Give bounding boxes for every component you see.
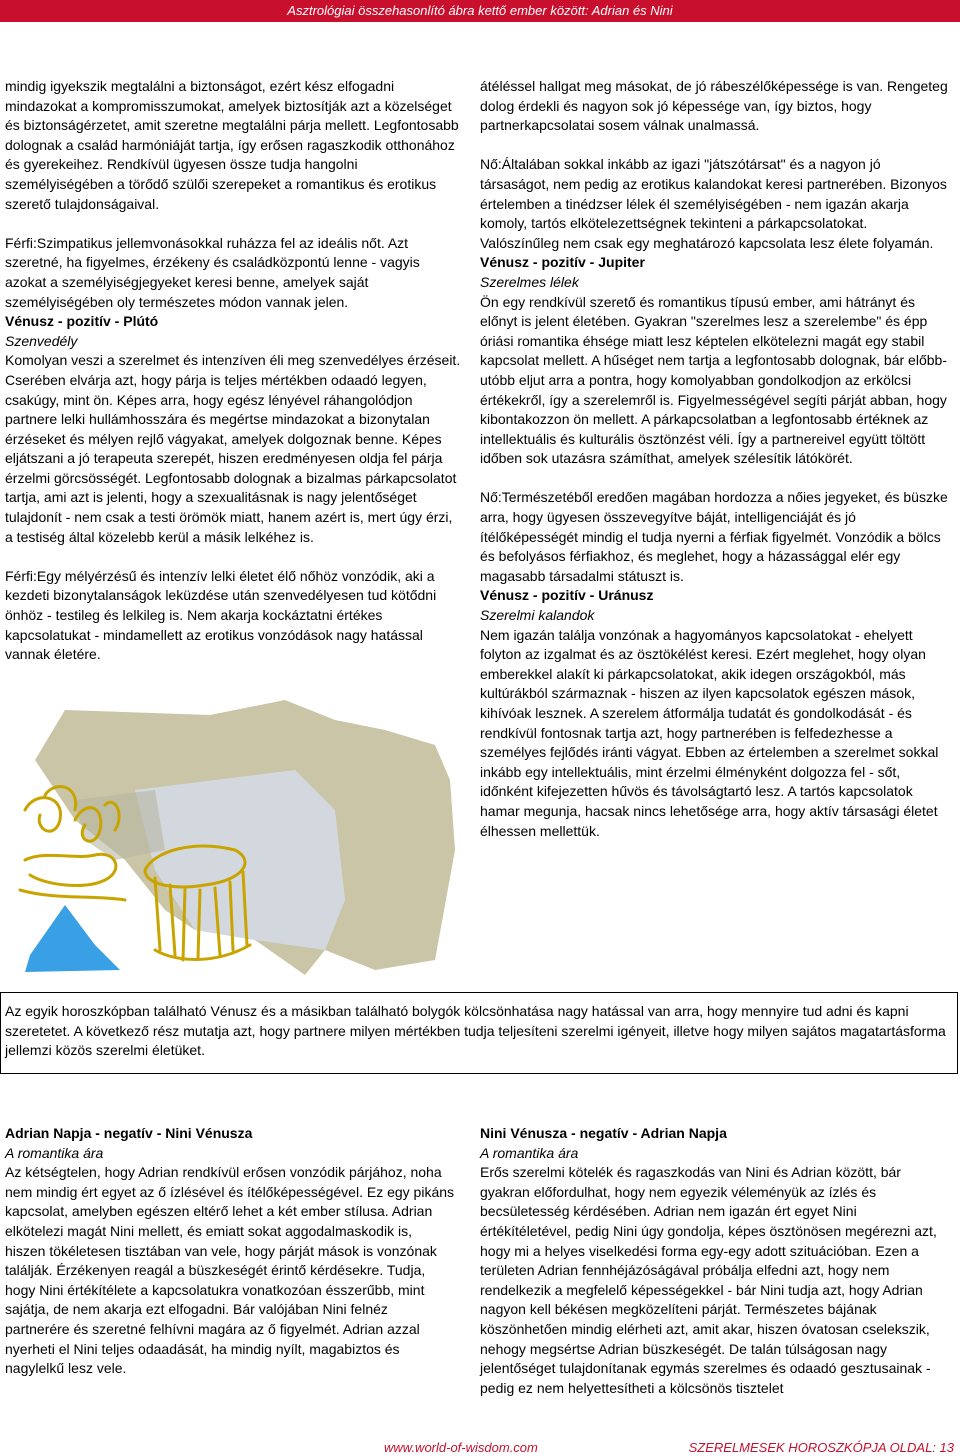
paragraph: mindig igyekszik megtalálni a biztonságot, ezért kész elfogadni mindazokat a kompromisszumokat, amelyek biztosítják azt a közelséget és biztonságérzetet, amit szeretne megtalálni párja mellett. Legfontosabb dolognak a család harmóniáját tartja, így erősen ragaszkodik otthonához és gyerekeihez. Rendkívül ügyesen össze tudja hangolni személyiségében a törődő szülői szerepeket a romantikus és erotikus szerető tulajdonságaival. [5,78,459,212]
section-subtitle: Szerelmes lélek [480,273,579,290]
paragraph: Férfi:Egy mélyérzésű és intenzív lelki életet élő nőhöz vonzódik, aki a kezdeti bizonytalanságok leküzdése után szenvedélyesen tud kötődni önhöz - testileg és lelkileg is. Nem akarja kockáztatni értékes kapcsolatukat - mindamellett az erotikus vonzódások nagy hatással vannak életére. [5,567,437,663]
decorative-painting [5,700,463,975]
section-subtitle: Szenvedély [5,332,78,349]
section-subtitle: A romantika ára [5,1144,104,1161]
page-header [0,0,960,22]
section-heading: Vénusz - pozitív - Plútó [5,313,159,330]
section-heading: Adrian Napja - negatív - Nini Vénusza [5,1125,253,1141]
section-heading: Nini Vénusza - negatív - Adrian Napja [480,1125,727,1141]
left-column [5,77,463,665]
paragraph: Nő:Általában sokkal inkább az igazi "játszótársat" és a nagyon jó társaságot, nem pedig az erotikus kalandokat keresi partnerében. Bizonyos értelemben a tinédzser lélek él személyiségében - nem igazán akarja komoly, tartós elkötelezettségnek tekinteni a párkapcsolatokat. Valószínűleg nem csak egy meghatározó kapcsolata lesz élete folyamán. [480,156,947,251]
paragraph: Nő:Természetéből eredően magában hordozza a nőies jegyeket, és büszke arra, hogy ügyesen összevegyítve báját, intelligenciáját és jó ítélőképességét mindig el tudja nyerni a férfiak figyelmét. Vonzódik a bölcs és befolyásos férfiakhoz, és meglehet, hogy a házassággal elér egy magasabb társadalmi státuszt is. [480,489,948,584]
paragraph: Erős szerelmi kötelék és ragaszkodás van Nini és Adrian között, bár gyakran előfordulhat, hogy nem egyezik véleményük az ízlés és becsületesség kérdésében. Adrian nem igazán ért egyet Nini értékítéletével, pedig Nini úgy gondolja, képes ösztönösen megérezni azt, hogy mi a helyes viselkedési forma egy-egy adott szituációban. Ezen a területen Adrian fennhéjázóságával próbálja elfedni azt, hogy nem rendelkezik a megfelelő képességekkel - bár Nini tudja azt, hogy Adrian nagyon kell békésen megközelíteni párját. Természetes bájának köszönhetően mindig elérheti azt, amit akar, hiszen óvatosan cselekszik, nehogy megsértse Adrian büszkeségét. De talán túlságosan nagy jelentőséget tulajdonítanak egymás szerelmes és odaadó gesztusainak - pedig ez nem helyettesítheti a kölcsönös tisztelet [480,1164,937,1396]
bottom-right-section [480,1124,950,1398]
section-heading: Vénusz - pozitív - Jupiter [480,254,645,271]
section-subtitle: Szerelmi kalandok [480,607,595,624]
paragraph: Nem igazán találja vonzónak a hagyományos kapcsolatokat - ehelyett folyton az izgalmat és az ösztökélést keresi. Ezért meglehet, hogy olyan emberekkel alakít ki párkapcsolatokat, akik idegen országokból, más kultúrákból származnak - hiszen az ilyen kapcsolatok egészen mások, kihívóak lesznek. A szerelem átformálja tudatát és gondolkodását - és rendkívül fontosnak tartja azt, hogy partnerében is felfedezhesse a személyes fejlődés iránti vágyat. Ebben az értelemben a szerelmet sokkal inkább egy intellektuális, mint érzelmi élményként dolgozza fel - sőt, időnként kifejezetten hűvös és távolságtartó lesz. A tartós kapcsolatok hamar megunja, hacsak nincs lehetősége arra, hogy aktív társasági életet élhessen mellettük. [480,626,939,839]
section-subtitle: A romantika ára [480,1144,579,1161]
paragraph: Ön egy rendkívül szerető és romantikus típusú ember, ami hátrányt és előnyt is jelent életében. Gyakran "szerelmes lesz a szerelembe" és épp óriási romantika éhsége miatt lesz képtelen elkötelezni magát egy stabil kapcsolat mellett. A hűséget nem tartja a legfontosabb dolognak, bár előbb-utóbb eljut arra a pontra, hogy komolyabban gondolkodjon az erkölcsi értékekről, így a szerelemről is. Figyelmességével segíti párját abban, hogy kibontakozzon ön mellett. A párkapcsolatban a legfontosabb értéknek az intellektuális és kulturális ösztönzést véli. Így a partnereivel együtt töltött időben sok utazásra számíthat, amelyek szélesítik látókörét. [480,293,947,467]
section-heading: Vénusz - pozitív - Uránusz [480,587,654,604]
footer-url-link[interactable]: www.world-of-wisdom.com [384,1440,538,1455]
paragraph: Komolyan veszi a szerelmet és intenzíven éli meg szenvedélyes érzéseit. Cserében elvárja azt, hogy párja is teljes mértékben odaadó legyen, csakúgy, mint ön. Képes arra, hogy egész lényével ráhangolódjon partnere lelki hullámhosszára és megértse mindazokat a bizonytalan érzéseket és mélyen rejlő vágyakat, amelyek dolgoznak benne. Képes eljátszani a jó terapeuta szerepét, hiszen eredményesen oldja fel párja érzelmi görcsösségét. Legfontosabb dolognak a bizalmas párkapcsolatot tartja, ami azt is jelenti, hogy a szexualitásnak is nagy jelentőséget tulajdonít - nem csak a testi örömök miatt, hanem azért is, mert úgy érzi, a testiség által közelebb kerül a másik lelkéhez is. [5,352,461,545]
right-column [480,77,950,841]
paragraph: átéléssel hallgat meg másokat, de jó rábeszélőképessége is van. Rengeteg dolog érdekli és nagyon sok jó képessége van, így biztos, hogy partnerkapcsolatai sosem válnak unalmassá. [480,78,948,134]
intro-box [0,992,958,1074]
intro-text: Az egyik horoszkópban található Vénusz és a másikban található bolygók kölcsönhatása nagy hatással van arra, hogy mennyire tud adni és kapni szeretetet. A következő rész mutatja azt, hogy partnere milyen mértékben tudja teljesíteni szerelmi igényeit, illetve hogy milyen sajátos magatartásforma jellemzi közös szerelmi életüket. [5,1003,946,1059]
paragraph: Az kétségtelen, hogy Adrian rendkívül erősen vonzódik párjához, noha nem mindig ért egyet az ő ízlésével és ítélőképességével. Ez egy pikáns kapcsolat, amelyben egészen eltérő lehet a két ember stílusa. Adrian elkötelezi magát Nini mellett, és emiatt sokat aggodalmaskodik is, hiszen tökéletesen tisztában van vele, hogy párját mások is vonzónak találják. Érzékenyen reagál a büszkeségét érintő kérdésekre. Tudja, hogy Nini értékítélete a kapcsolatukra vonatkozóan ésszerűbb, mint sajátja, de nem akarja ezt elfogadni. Bár valójában Nini felnéz partnerére és szeretné felhívni magára az ő figyelmét. Adrian azzal nyerheti el Nini teljes odaadását, ha mindig nyílt, magabiztos és nagylelkű lesz vele. [5,1164,455,1377]
header-title: Asztrológiai összehasonlító ábra kettő ember között: Adrian és Nini [287,3,673,18]
page-footer [0,1438,960,1456]
paragraph: Férfi:Szimpatikus jellemvonásokkal ruházza fel az ideális nőt. Azt szeretné, ha figyelmes, érzékeny és családközpontú lenne - vagyis azokat a személyiségjegyeket keresi benne, amelyek saját személyiségében oly természetes módon vannak jelen. [5,234,420,310]
footer-page-label: SZERELMESEK HOROSZKÓPJA OLDAL: 13 [688,1440,954,1455]
bottom-left-section [5,1124,455,1379]
